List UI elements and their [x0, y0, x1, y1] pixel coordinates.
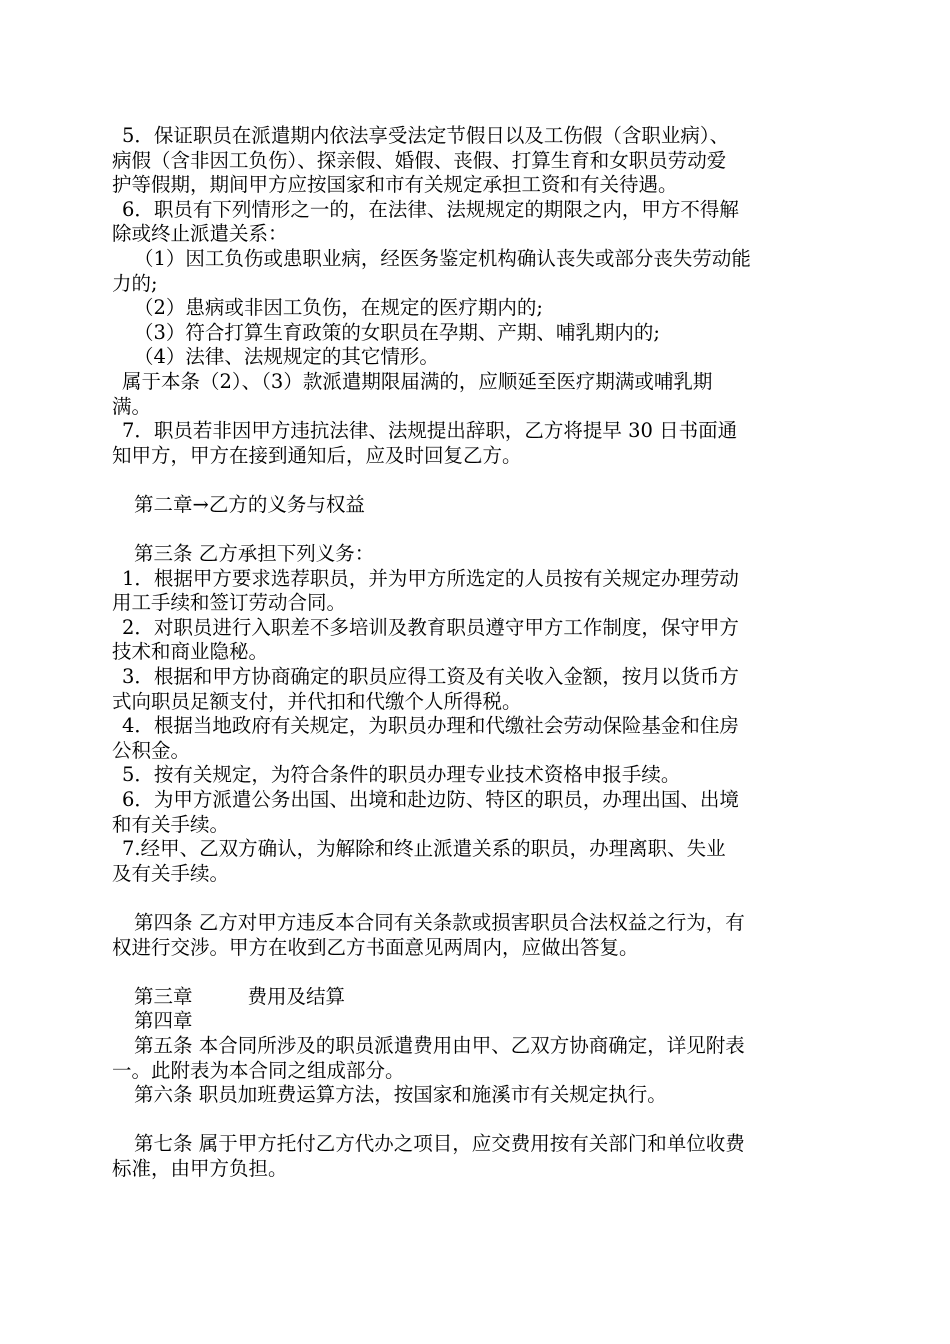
duty-7-line-2: 及有关手续。	[112, 861, 230, 885]
extension-note-line-1: 属于本条（2）、（3）款派遣期限届满的，应顺延至医疗期满或哺乳期	[122, 369, 713, 393]
article-7-line-2: 标准，由甲方负担。	[112, 1156, 288, 1180]
chapter-3-title: 费用及结算	[247, 984, 346, 1008]
clause-7-line-1: 7．职员若非因甲方违抗法律、法规提出辞职，乙方将提早 30 日书面通	[122, 419, 738, 443]
article-6: 第六条 职员加班费运算方法，按国家和施溪市有关规定执行。	[134, 1083, 667, 1107]
clause-5-line-1: 5．保证职员在派遣期内依法享受法定节假日以及工伤假（含职业病）、	[122, 124, 730, 147]
article-5-line-2: 一。此附表为本合同之组成部分。	[112, 1058, 405, 1082]
duty-6-line-2: 和有关手续。	[112, 812, 230, 836]
blank-line	[112, 468, 836, 493]
clause-5-line-2: 病假（含非因工负伤）、探亲假、婚假、丧假、打算生育和女职员劳动爱	[112, 148, 727, 172]
duty-6-line-1: 6．为甲方派遣公务出国、出境和赴边防、特区的职员，办理出国、出境	[122, 788, 739, 812]
item-1-line-2: 力的;	[112, 271, 158, 295]
duty-3-line-2: 式向职员足额支付，并代扣和代缴个人所得税。	[112, 689, 522, 713]
duty-7-line-1: 7.经甲、乙双方确认，为解除和终止派遣关系的职员，办理离职、失业	[122, 837, 726, 861]
duty-5: 5．按有关规定，为符合条件的职员办理专业技术资格申报手续。	[122, 763, 681, 787]
duty-1-line-1: 1．根据甲方要求选荐职员，并为甲方所选定的人员按有关规定办理劳动	[122, 566, 739, 590]
article-5-line-1: 第五条 本合同所涉及的职员派遣费用由甲、乙双方协商确定，详见附表	[134, 1033, 745, 1057]
clause-6-line-1: 6．职员有下列情形之一的，在法律、法规规定的期限之内，甲方不得解	[122, 197, 739, 221]
clause-6-line-2: 除或终止派遣关系：	[112, 222, 288, 246]
blank-line	[112, 886, 836, 911]
document-page	[112, 124, 836, 1182]
blank-line	[112, 960, 836, 985]
chapter-3-number: 第三章	[134, 984, 193, 1008]
extension-note-line-2: 满。	[112, 394, 152, 418]
clause-5-line-3: 护等假期，期间甲方应按国家和市有关规定承担工资和有关待遇。	[112, 173, 678, 197]
article-4-line-1: 第四条 乙方对甲方违反本合同有关条款或损害职员合法权益之行为，有	[134, 911, 745, 934]
item-2: （2）患病或非因工负伤，在规定的医疗期内的;	[134, 296, 543, 320]
chapter-3-heading	[112, 985, 836, 1010]
duty-4-line-1: 4．根据当地政府有关规定，为职员办理和代缴社会劳动保险基金和住房	[122, 714, 739, 738]
duty-2-line-2: 技术和商业隐秘。	[112, 640, 269, 664]
clause-7-line-2: 知甲方，甲方在接到通知后，应及时回复乙方。	[112, 443, 522, 467]
duty-2-line-1: 2．对职员进行入职差不多培训及教育职员遵守甲方工作制度，保守甲方	[122, 615, 739, 639]
item-3: （3）符合打算生育政策的女职员在孕期、产期、哺乳期内的;	[134, 320, 660, 344]
duty-1-line-2: 用工手续和签订劳动合同。	[112, 591, 347, 615]
duty-4-line-2: 公积金。	[112, 738, 191, 762]
article-7-line-1: 第七条 属于甲方托付乙方代办之项目，应交费用按有关部门和单位收费	[134, 1132, 745, 1156]
chapter-4-heading: 第四章	[134, 1009, 193, 1033]
duty-3-line-1: 3．根据和甲方协商确定的职员应得工资及有关收入金额，按月以货币方	[122, 665, 739, 689]
article-3-heading: 第三条 乙方承担下列义务：	[134, 542, 375, 566]
article-4-line-2: 权进行交涉。甲方在收到乙方书面意见两周内，应做出答复。	[112, 935, 639, 959]
chapter-2-heading: 第二章→乙方的义务与权益	[134, 492, 365, 516]
blank-line	[112, 518, 836, 543]
item-1-line-1: （1）因工负伤或患职业病，经医务鉴定机构确认丧失或部分丧失劳动能	[134, 246, 751, 270]
blank-line	[112, 1108, 836, 1133]
item-4: （4）法律、法规规定的其它情形。	[134, 345, 439, 369]
